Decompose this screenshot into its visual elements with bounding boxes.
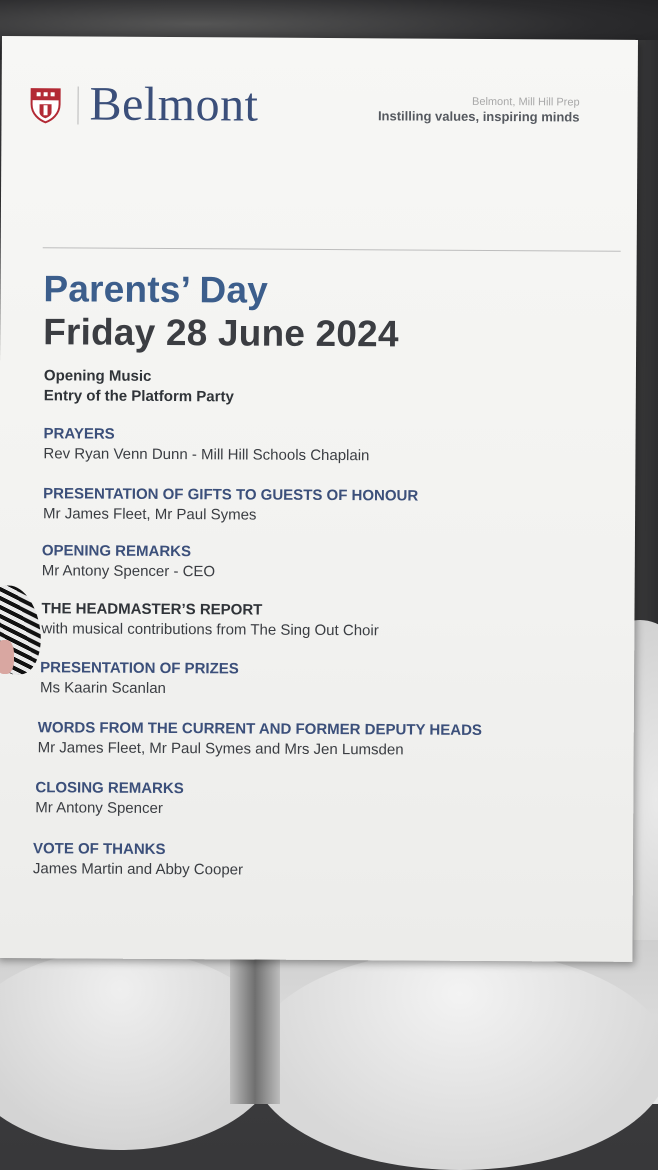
programme-heading: CLOSING REMARKS [35, 779, 184, 798]
intro-line-1: Opening Music [43, 367, 152, 385]
background-gap [230, 950, 280, 1104]
programme-heading: PRESENTATION OF GIFTS TO GUESTS OF HONOUR [43, 485, 419, 505]
programme-item-prayers [43, 424, 369, 466]
programme-heading: PRAYERS [43, 425, 115, 443]
programme-heading: OPENING REMARKS [41, 542, 192, 561]
sheet-edge [634, 880, 640, 940]
intro-line-2: Entry of the Platform Party [43, 387, 234, 406]
programme-sheet [0, 36, 638, 962]
programme-item-closing-remarks [35, 778, 184, 819]
event-date: Friday 28 June 2024 [43, 311, 399, 355]
intro-item [44, 366, 234, 407]
programme-detail: with musical contributions from The Sing Out Choir [41, 620, 379, 640]
brand-name: Belmont [89, 77, 259, 132]
programme-heading: THE HEADMASTER’S REPORT [41, 600, 263, 619]
programme-item-headmaster-report [41, 599, 379, 641]
finger-tip [0, 640, 14, 674]
programme-detail: James Martin and Abby Cooper [32, 860, 244, 879]
programme-item-prizes [40, 658, 239, 699]
background-right-knee [250, 950, 658, 1170]
programme-detail: Ms Kaarin Scanlan [39, 679, 166, 698]
programme-list [0, 36, 638, 962]
school-subtitle: Belmont, Mill Hill Prep [471, 95, 580, 109]
programme-heading: WORDS FROM THE CURRENT AND FORMER DEPUTY HEADS [37, 719, 482, 739]
programme-detail: Rev Ryan Venn Dunn - Mill Hill Schools Chaplain [43, 445, 370, 465]
programme-detail: Mr James Fleet, Mr Paul Symes and Mrs Jen Lumsden [37, 739, 404, 759]
programme-heading: PRESENTATION OF PRIZES [40, 659, 239, 678]
event-title: Parents’ Day [43, 268, 269, 311]
school-motto: Instilling values, inspiring minds [377, 108, 580, 125]
programme-item-opening-remarks [42, 541, 216, 582]
programme-item-deputy-heads [38, 718, 482, 761]
programme-item-gifts [43, 484, 418, 526]
programme-heading: VOTE OF THANKS [32, 840, 166, 859]
programme-detail: Mr Antony Spencer - CEO [41, 562, 216, 581]
programme-detail: Mr James Fleet, Mr Paul Symes [43, 505, 257, 524]
programme-detail: Mr Antony Spencer [35, 799, 163, 817]
programme-item-vote-of-thanks [33, 839, 243, 880]
